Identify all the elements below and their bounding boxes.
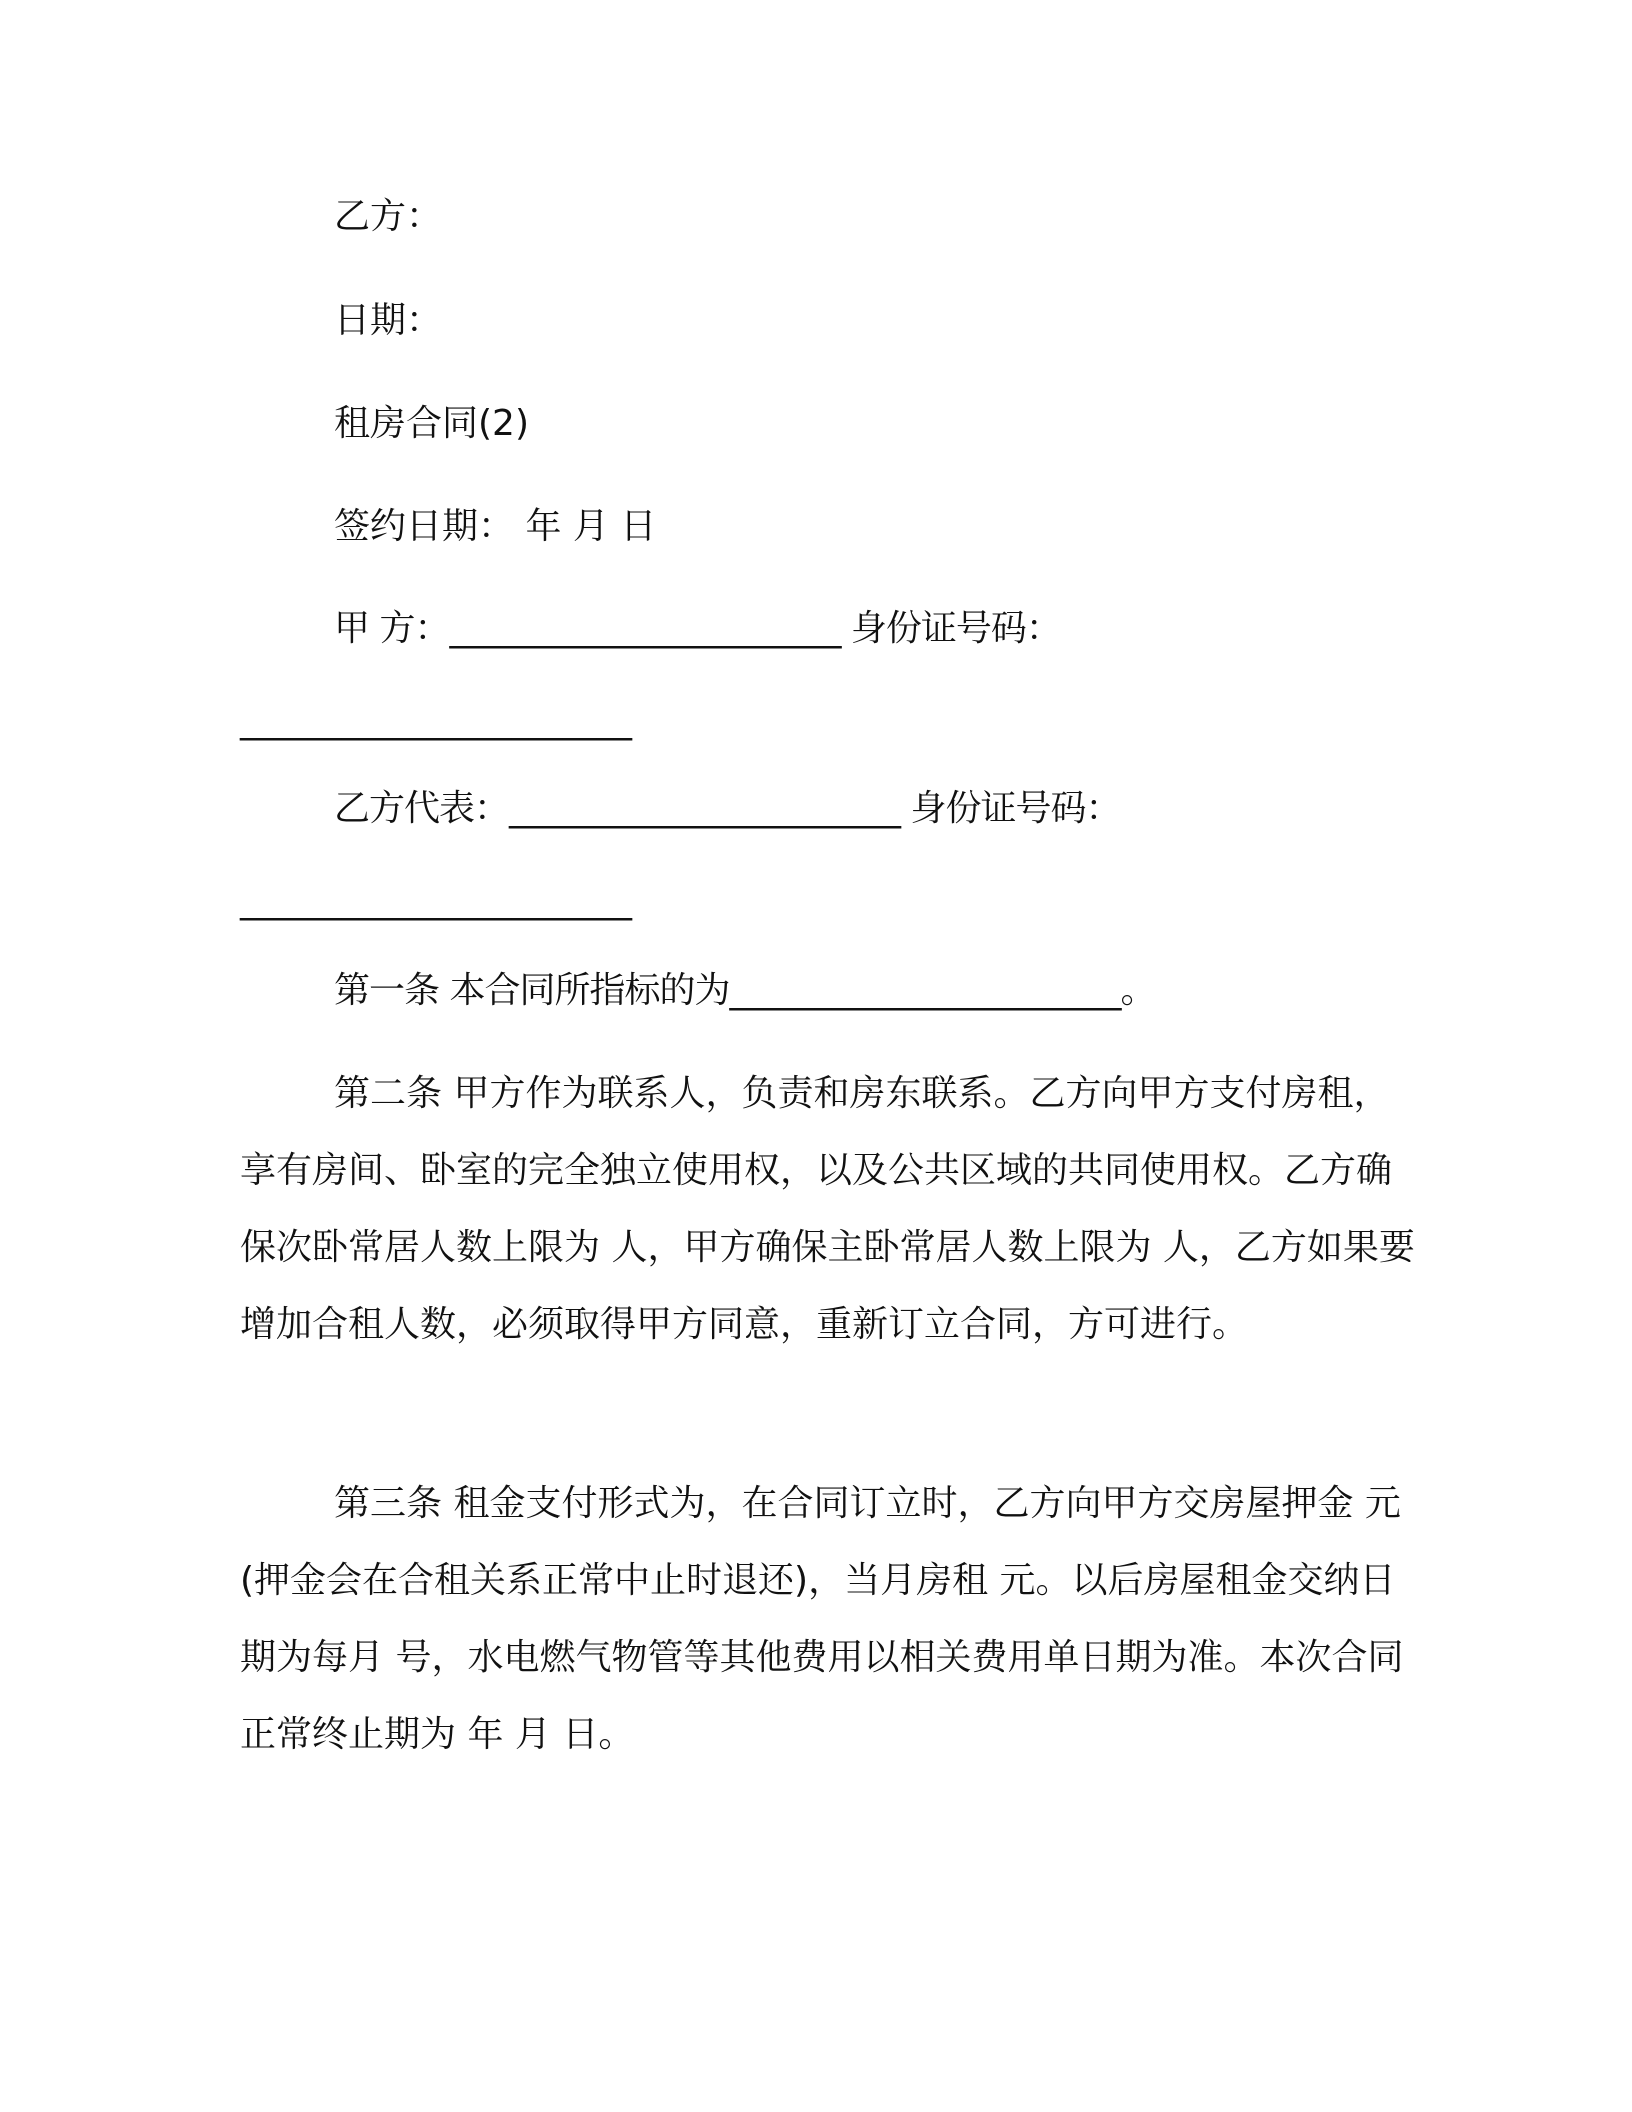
party-b-representative-line: 乙方代表：_______________________ 身份证号码： bbox=[334, 788, 1121, 829]
article-3: 第三条 租金支付形式为，在合同订立时，乙方向甲方交房屋押金 元(押金会在合租关系正常中止时退还)，当月房租 元。以后房屋租金交纳日期为每月 号，水电燃气物管等其他费用以相关费用单日期为准。本次合同正常终止期为 年 月 日。 bbox=[240, 1483, 1404, 1755]
party-a-id-blank: _______________________ bbox=[240, 700, 631, 741]
party-b-representative-id-blank: _______________________ bbox=[240, 880, 631, 921]
article-1: 第一条 本合同所指标的为_______________________。 bbox=[334, 970, 1156, 1011]
sign-date-line: 签约日期： 年 月 日 bbox=[334, 506, 657, 547]
party-a-line: 甲 方：_______________________ 身份证号码： bbox=[334, 608, 1061, 649]
party-b-label: 乙方： bbox=[334, 196, 443, 237]
article-2: 第二条 甲方作为联系人，负责和房东联系。乙方向甲方支付房租，享有房间、卧室的完全独立使用权，以及公共区域的共同使用权。乙方确保次卧常居人数上限为 人，甲方确保主卧常居人数上限为 人，乙方如果要增加合租人数，必须取得甲方同意，重新订立合同，方可进行。 bbox=[240, 1073, 1415, 1345]
contract-title: 租房合同(2) bbox=[334, 403, 529, 444]
date-label: 日期： bbox=[334, 300, 443, 341]
